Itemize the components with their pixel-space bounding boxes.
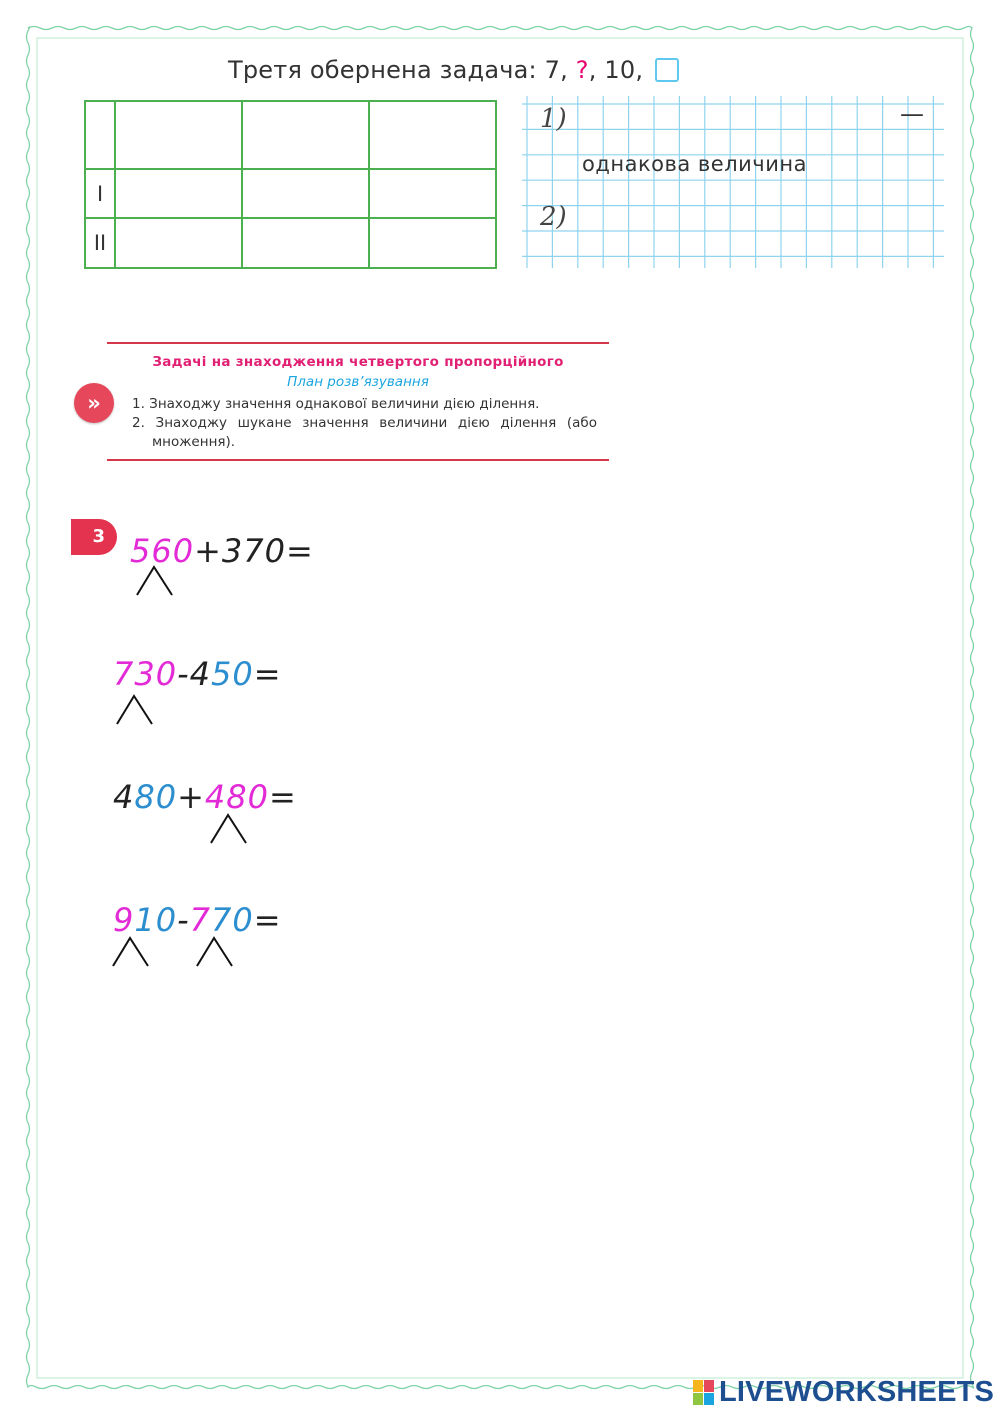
expression-part: =: [253, 655, 282, 693]
step-2-label: 2): [540, 202, 567, 232]
rule-title: Задачі на знаходження четвертого пропорційного: [152, 354, 564, 370]
expression-part: 480: [204, 778, 269, 816]
liveworksheets-logo-icon: [693, 1380, 715, 1406]
decomposition-tree-icon: [192, 934, 240, 968]
dash-mark: —: [900, 100, 924, 128]
table-cell[interactable]: [369, 101, 496, 169]
expression-part: 80: [134, 778, 178, 816]
table-cell[interactable]: [242, 169, 369, 218]
expression-3: [113, 778, 297, 816]
expression-part: -4: [177, 655, 211, 693]
table-cell[interactable]: [115, 101, 242, 169]
row-label-cell: I: [85, 169, 115, 218]
answer-input-box[interactable]: [655, 58, 679, 82]
expression-part: 50: [210, 655, 254, 693]
expression-part: =: [268, 778, 297, 816]
double-chevron-icon: »: [74, 383, 114, 423]
expression-part: +370=: [194, 532, 314, 570]
rule-box: [107, 342, 609, 461]
table-row: [85, 101, 496, 169]
expression-part: -: [177, 901, 190, 939]
table-cell[interactable]: [115, 218, 242, 268]
expression-part: 9: [113, 901, 135, 939]
decomposition-tree-icon: [132, 563, 180, 597]
table-row: [85, 218, 496, 268]
expression-part: 730: [113, 655, 178, 693]
expression-2: [113, 655, 282, 693]
rule-steps: [132, 395, 597, 452]
expression-part: =: [253, 901, 282, 939]
rule-step: 2. Знаходжу шукане значення величини дією ділення (або множення).: [132, 415, 597, 450]
row-label-cell: [85, 101, 115, 169]
decomposition-tree-icon: [112, 692, 160, 726]
rule-step: 1. Знаходжу значення однакової величини дією ділення.: [132, 396, 540, 412]
task-number-badge: 3: [71, 519, 117, 555]
solution-grid[interactable]: [522, 96, 944, 268]
step-1-label: 1): [540, 104, 567, 134]
table-row: [85, 169, 496, 218]
task-title: [228, 56, 679, 84]
liveworksheets-wordmark: LIVEWORKSHEETS: [719, 1376, 995, 1408]
liveworksheets-logo[interactable]: [693, 1376, 994, 1408]
decomposition-tree-icon: [206, 811, 254, 845]
unknown-mark: ?: [575, 56, 589, 84]
table-cell[interactable]: [115, 169, 242, 218]
short-note-table: [84, 100, 497, 269]
table-cell[interactable]: [242, 218, 369, 268]
task-title-suffix: , 10,: [588, 56, 644, 84]
expression-part: +: [177, 778, 205, 816]
rule-subtitle: План розв’язування: [287, 374, 429, 390]
expression-part: 70: [210, 901, 254, 939]
expression-part: 4: [113, 778, 135, 816]
table-cell[interactable]: [369, 218, 496, 268]
decomposition-tree-icon: [108, 934, 156, 968]
expression-part: 10: [134, 901, 178, 939]
row-label-cell: II: [85, 218, 115, 268]
expression-part: 560: [130, 532, 195, 570]
table-cell[interactable]: [242, 101, 369, 169]
same-quantity-note: однакова величина: [582, 152, 807, 176]
task-title-prefix: Третя обернена задача: 7,: [228, 56, 576, 84]
table-cell[interactable]: [369, 169, 496, 218]
expression-part: 7: [189, 901, 211, 939]
